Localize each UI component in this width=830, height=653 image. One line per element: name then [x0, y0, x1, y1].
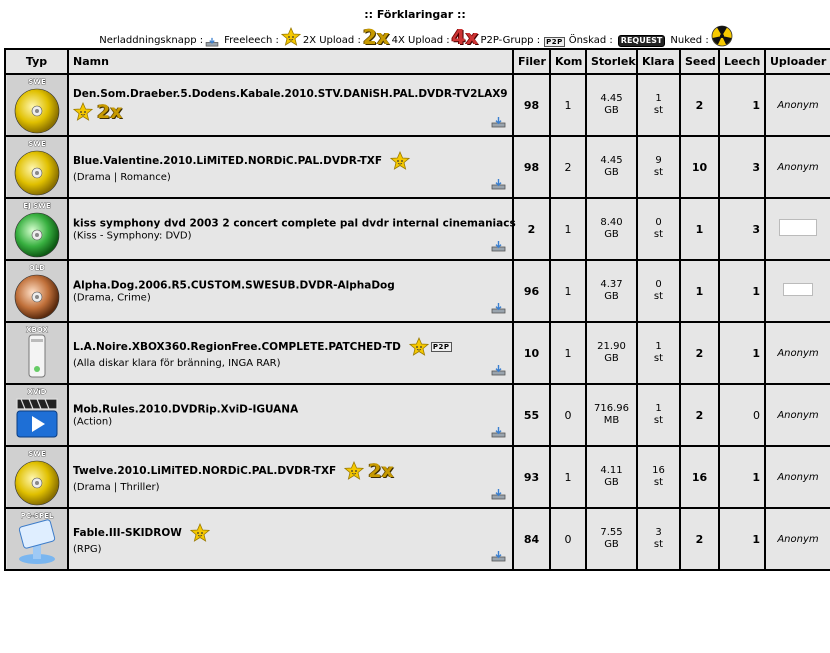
- torrent-genre: (Alla diskar klara för bränning, INGA RAR): [73, 358, 281, 369]
- name-cell: [68, 384, 513, 446]
- done-unit: st: [653, 477, 664, 488]
- torrent-name-link[interactable]: L.A.Noire.XBOX360.RegionFree.COMPLETE.PATCHED-TD: [73, 341, 401, 353]
- leech-cell[interactable]: 1: [719, 322, 765, 384]
- table-header-row: [5, 49, 830, 74]
- leech-cell[interactable]: 3: [719, 198, 765, 260]
- done-cell[interactable]: [637, 508, 680, 570]
- done-cell[interactable]: [637, 198, 680, 260]
- seed-cell[interactable]: 2: [680, 508, 719, 570]
- type-cell: [5, 198, 68, 260]
- done-value: 0: [655, 217, 662, 228]
- done-cell[interactable]: [637, 322, 680, 384]
- leech-cell[interactable]: 1: [719, 508, 765, 570]
- svg-text:PC-SPEL: PC-SPEL: [20, 512, 53, 520]
- size-unit: GB: [604, 167, 619, 178]
- table-row: [5, 322, 830, 384]
- torrent-genre: (RPG): [73, 544, 102, 555]
- done-value: 9: [655, 155, 662, 166]
- type-cell: [5, 384, 68, 446]
- comments-cell[interactable]: 0: [550, 384, 586, 446]
- size-value: 4.37: [600, 279, 623, 290]
- category-gold-icon[interactable]: [7, 75, 67, 135]
- leech-cell[interactable]: 0: [719, 384, 765, 446]
- torrent-genre: (Action): [73, 416, 113, 428]
- torrent-name-link[interactable]: Blue.Valentine.2010.LiMiTED.NORDiC.PAL.DVDR-TXF: [73, 155, 383, 167]
- size-cell: [586, 322, 637, 384]
- size-cell: [586, 74, 637, 136]
- comments-cell[interactable]: 1: [550, 74, 586, 136]
- col-seed[interactable]: Seed: [680, 49, 719, 74]
- size-value: 4.11: [600, 465, 623, 476]
- category-xbox-icon[interactable]: [7, 323, 67, 383]
- freeleech-star-icon: [190, 523, 210, 543]
- done-unit: st: [653, 105, 664, 116]
- uploader-cell: [765, 260, 830, 322]
- col-storlek[interactable]: Storlek: [586, 49, 637, 74]
- table-row: [5, 198, 830, 260]
- comments-cell[interactable]: 1: [550, 322, 586, 384]
- files-cell[interactable]: 98: [513, 136, 550, 198]
- torrent-genre: (Drama | Thriller): [73, 482, 160, 493]
- size-value: 8.40: [600, 217, 623, 228]
- table-row: [5, 260, 830, 322]
- legend-p2p-label: P2P-Grupp :: [480, 35, 541, 46]
- files-cell[interactable]: 98: [513, 74, 550, 136]
- uploader-blank: [783, 283, 813, 296]
- category-gold-icon[interactable]: [7, 137, 67, 197]
- table-row: [5, 446, 830, 508]
- p2p-group-icon: P2P: [546, 38, 563, 46]
- size-value: 716.96: [594, 403, 629, 414]
- files-cell[interactable]: 55: [513, 384, 550, 446]
- name-cell: [68, 508, 513, 570]
- col-namn[interactable]: Namn: [68, 49, 513, 74]
- comments-cell[interactable]: 2: [550, 136, 586, 198]
- quadruple-upload-icon: 4x: [451, 25, 479, 49]
- done-value: 1: [655, 403, 662, 414]
- table-row: [5, 384, 830, 446]
- legend-wanted-label: Önskad :: [568, 35, 613, 46]
- download-button[interactable]: [491, 302, 506, 314]
- type-cell: [5, 260, 68, 322]
- comments-cell[interactable]: 1: [550, 260, 586, 322]
- done-unit: st: [653, 415, 664, 426]
- done-value: 16: [652, 465, 665, 476]
- torrent-name-link[interactable]: Den.Som.Draeber.5.Dodens.Kabale.2010.STV.DANiSH.PAL.DVDR-TV2LAX9: [73, 88, 508, 100]
- legend-row: [0, 21, 830, 47]
- done-cell[interactable]: [637, 446, 680, 508]
- done-value: 3: [655, 527, 662, 538]
- size-unit: GB: [604, 105, 619, 116]
- type-cell: [5, 322, 68, 384]
- col-klara[interactable]: Klara: [637, 49, 680, 74]
- table-row: [5, 136, 830, 198]
- done-cell[interactable]: [637, 384, 680, 446]
- leech-cell[interactable]: 3: [719, 136, 765, 198]
- seed-cell[interactable]: 1: [680, 260, 719, 322]
- files-cell[interactable]: 84: [513, 508, 550, 570]
- torrent-genre: (Kiss - Symphony: DVD): [73, 230, 192, 242]
- size-cell: [586, 136, 637, 198]
- name-cell: [68, 260, 513, 322]
- name-cell: [68, 322, 513, 384]
- done-unit: st: [653, 539, 664, 550]
- uploader-cell[interactable]: Anonym: [765, 508, 830, 570]
- size-value: 21.90: [597, 341, 626, 352]
- torrent-genre: (Drama | Romance): [73, 172, 171, 183]
- size-unit: GB: [604, 353, 619, 364]
- col-uploader[interactable]: Uploader: [765, 49, 830, 74]
- torrent-name-link[interactable]: Fable.III-SKIDROW: [73, 527, 182, 539]
- torrent-genre: (Drama, Crime): [73, 292, 151, 304]
- uploader-cell[interactable]: Anonym: [765, 322, 830, 384]
- size-value: 4.45: [600, 93, 623, 104]
- download-button[interactable]: [491, 550, 506, 562]
- leech-cell[interactable]: 1: [719, 74, 765, 136]
- files-cell[interactable]: 2: [513, 198, 550, 260]
- legend-nuked-label: Nuked :: [670, 35, 709, 46]
- uploader-cell[interactable]: Anonym: [765, 446, 830, 508]
- size-unit: GB: [604, 229, 619, 240]
- col-leech[interactable]: Leech: [719, 49, 765, 74]
- done-unit: st: [653, 353, 664, 364]
- svg-text:SWE: SWE: [27, 450, 46, 458]
- torrent-name-link[interactable]: kiss symphony dvd 2003 2 concert complete pal dvdr internal cinemaniacs: [73, 217, 516, 230]
- category-green-icon[interactable]: [7, 199, 67, 259]
- done-cell[interactable]: [637, 136, 680, 198]
- size-value: 7.55: [600, 527, 623, 538]
- files-cell[interactable]: 93: [513, 446, 550, 508]
- uploader-cell: [765, 198, 830, 260]
- size-value: 4.45: [600, 155, 623, 166]
- size-unit: GB: [604, 477, 619, 488]
- seed-cell[interactable]: 16: [680, 446, 719, 508]
- col-kom[interactable]: Kom: [550, 49, 586, 74]
- category-pc-icon[interactable]: [7, 509, 67, 569]
- col-filer[interactable]: Filer: [513, 49, 550, 74]
- done-unit: st: [653, 167, 664, 178]
- svg-text:EJ SWE: EJ SWE: [22, 202, 51, 210]
- seed-cell[interactable]: 1: [680, 198, 719, 260]
- category-bronze-icon[interactable]: [7, 261, 67, 321]
- type-cell: [5, 508, 68, 570]
- type-cell: [5, 136, 68, 198]
- p2p-group-icon: P2P: [432, 343, 450, 351]
- seed-cell[interactable]: 10: [680, 136, 719, 198]
- name-cell: [68, 446, 513, 508]
- legend-4x-label: 4X Upload :: [391, 35, 450, 46]
- download-button[interactable]: [491, 240, 506, 252]
- uploader-cell[interactable]: Anonym: [765, 384, 830, 446]
- seed-cell[interactable]: 2: [680, 384, 719, 446]
- nuked-icon: [711, 25, 733, 47]
- freeleech-star-icon: [344, 461, 364, 481]
- type-cell: [5, 74, 68, 136]
- col-typ[interactable]: Typ: [5, 49, 68, 74]
- size-unit: GB: [604, 291, 619, 302]
- freeleech-star-icon: [409, 337, 429, 357]
- done-value: 0: [655, 279, 662, 290]
- done-unit: st: [653, 291, 664, 302]
- double-upload-icon: 2x: [368, 460, 394, 482]
- legend-freeleech-label: Freeleech :: [224, 35, 279, 46]
- comments-cell[interactable]: 1: [550, 446, 586, 508]
- category-gold-icon[interactable]: [7, 447, 67, 507]
- seed-cell[interactable]: 2: [680, 74, 719, 136]
- comments-cell[interactable]: 0: [550, 508, 586, 570]
- leech-cell[interactable]: 1: [719, 260, 765, 322]
- download-button[interactable]: [491, 116, 506, 128]
- files-cell[interactable]: 96: [513, 260, 550, 322]
- name-cell: [68, 136, 513, 198]
- size-cell: [586, 508, 637, 570]
- table-row: [5, 508, 830, 570]
- legend-title: :: Förklaringar ::: [364, 8, 466, 21]
- svg-text:OLD: OLD: [28, 264, 45, 272]
- download-button[interactable]: [491, 178, 506, 190]
- torrent-table: [4, 48, 830, 571]
- name-cell: [68, 198, 516, 260]
- table-row: [5, 74, 830, 136]
- torrent-name-link[interactable]: Mob.Rules.2010.DVDRip.XviD-IGUANA: [73, 403, 299, 416]
- done-value: 1: [655, 93, 662, 104]
- done-cell[interactable]: [637, 260, 680, 322]
- download-icon: [205, 37, 219, 47]
- size-cell: [586, 446, 637, 508]
- freeleech-star-icon: [281, 27, 301, 47]
- svg-text:XViD: XViD: [27, 388, 46, 396]
- request-icon: REQUEST: [618, 35, 666, 47]
- freeleech-star-icon: [73, 102, 93, 122]
- svg-text:XBOX: XBOX: [25, 326, 48, 334]
- double-upload-icon: 2x: [97, 101, 123, 123]
- freeleech-star-icon: [390, 151, 410, 171]
- download-button[interactable]: [491, 364, 506, 376]
- category-xvid-icon[interactable]: [7, 385, 67, 445]
- uploader-cell[interactable]: Anonym: [765, 74, 830, 136]
- uploader-blank: [779, 219, 817, 236]
- size-unit: MB: [603, 415, 620, 426]
- double-upload-icon: 2x: [362, 25, 390, 49]
- size-unit: GB: [604, 539, 619, 550]
- download-button[interactable]: [491, 488, 506, 500]
- name-cell: [68, 74, 513, 136]
- done-value: 1: [655, 341, 662, 352]
- torrent-name-link[interactable]: Twelve.2010.LiMiTED.NORDiC.PAL.DVDR-TXF: [73, 465, 337, 477]
- leech-cell[interactable]: 1: [719, 446, 765, 508]
- type-cell: [5, 446, 68, 508]
- uploader-cell[interactable]: Anonym: [765, 136, 830, 198]
- comments-cell[interactable]: 1: [550, 198, 586, 260]
- legend-2x-label: 2X Upload :: [302, 35, 361, 46]
- legend-download-label: Nerladdningsknapp :: [99, 35, 204, 46]
- size-cell: [586, 198, 637, 260]
- done-cell[interactable]: [637, 74, 680, 136]
- size-cell: [586, 260, 637, 322]
- download-button[interactable]: [491, 426, 506, 438]
- svg-text:SWE: SWE: [27, 78, 46, 86]
- size-cell: [586, 384, 637, 446]
- legend: [0, 8, 830, 47]
- seed-cell[interactable]: 2: [680, 322, 719, 384]
- torrent-name-link[interactable]: Alpha.Dog.2006.R5.CUSTOM.SWESUB.DVDR-AlphaDog: [73, 279, 395, 292]
- svg-text:SWE: SWE: [27, 140, 46, 148]
- files-cell[interactable]: 10: [513, 322, 550, 384]
- done-unit: st: [653, 229, 664, 240]
